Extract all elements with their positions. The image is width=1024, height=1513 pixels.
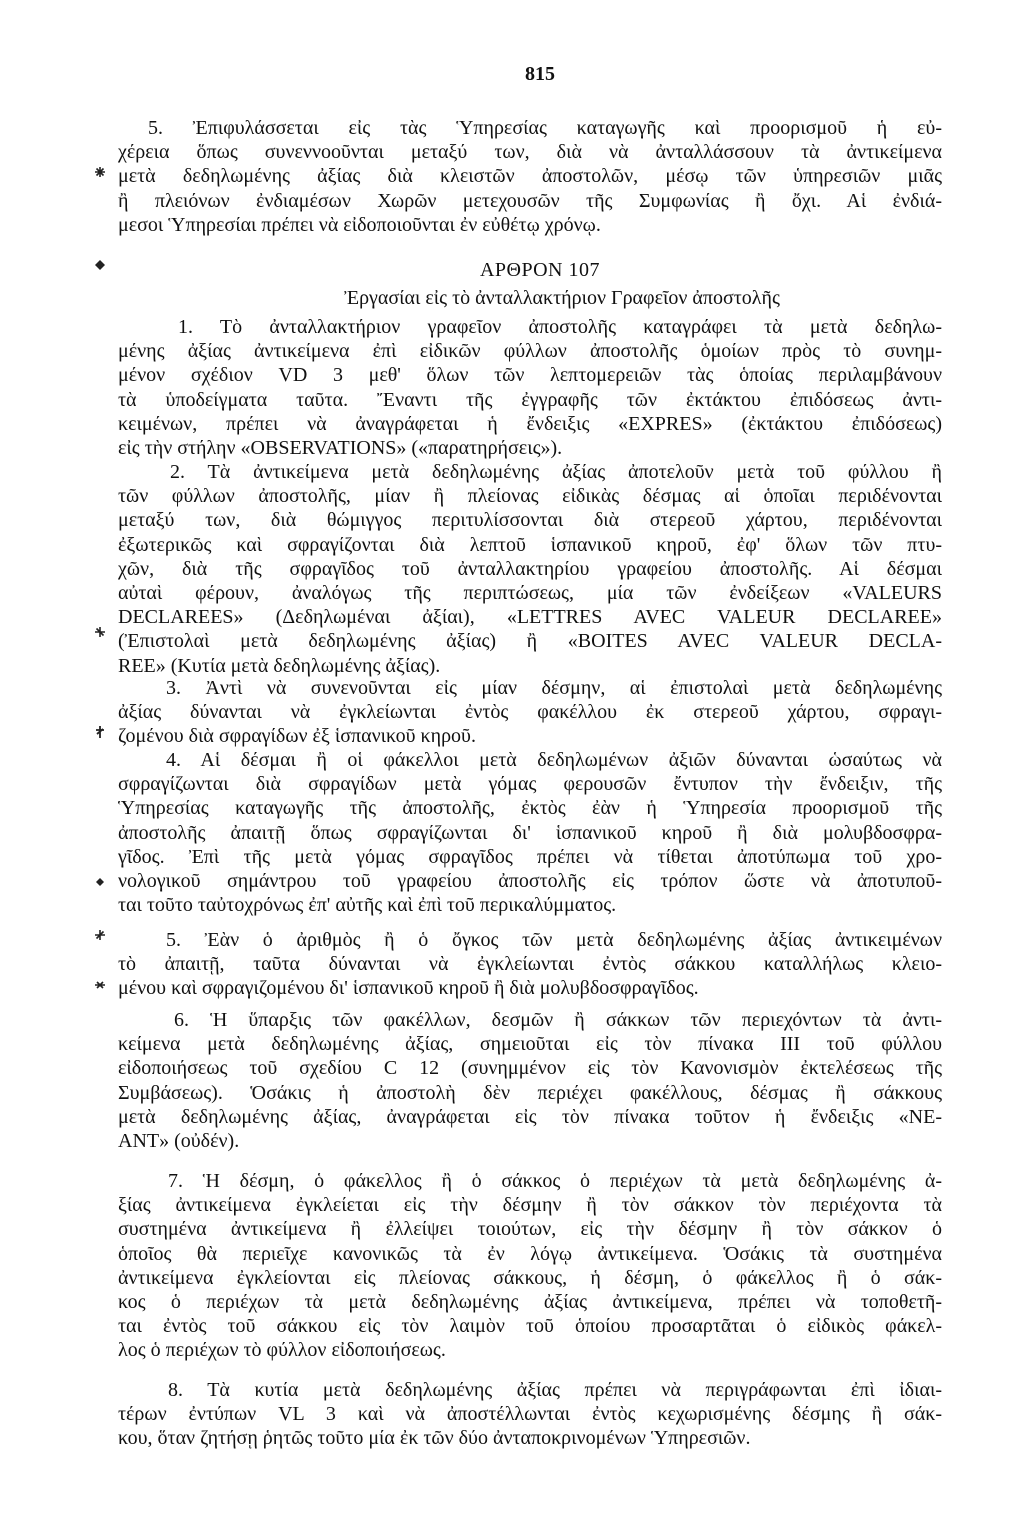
paragraph-1 bbox=[118, 315, 942, 460]
margin-mark-icon bbox=[94, 726, 106, 738]
article-heading: ΑΡΘΡΟΝ 107 bbox=[479, 259, 601, 281]
text-line: Ὑπηρεσίας καταγωγῆς τῆς ἀποστολῆς, ἐκτὸς ἐὰν ἡ Ὑπηρεσία προορισμοῦ τῆς bbox=[118, 797, 942, 820]
text-line: κου, ὅταν ζητήσῃ ῥητῶς τοῦτο μία ἐκ τῶν δύο ἀνταποκρινομένων Ὑπηρεσιῶν. bbox=[118, 1427, 751, 1450]
text-line: ἐξωτερικῶς καὶ σφραγίζονται διὰ λεπτοῦ ἱσπανικοῦ κηροῦ, ἐφ' ὅλων τῶν πτυ- bbox=[118, 533, 942, 556]
article-subtitle: Ἐργασίαι εἰς τὸ ἀνταλλακτήριον Γραφεῖον ἀποστολῆς bbox=[344, 287, 780, 309]
text-line: ζομένου διὰ σφραγίδων ἐξ ἱσπανικοῦ κηροῦ. bbox=[118, 725, 476, 748]
text-line: λος ὁ περιέχων τὸ φύλλον εἰδοποιήσεως. bbox=[118, 1339, 446, 1362]
paragraph-8 bbox=[118, 1378, 942, 1451]
text-line: ἢ πλειόνων ἐνδιαμέσων Χωρῶν μετεχουσῶν τῆς Συμφωνίας ἢ ὄχι. Αἱ ἐνδιά- bbox=[118, 189, 942, 212]
text-line: σφραγίζωνται διὰ σφραγίδων μετὰ γόμας φερουσῶν ἔντυπον τὴν ἔνδειξιν, τῆς bbox=[118, 773, 942, 796]
text-line: μετὰ δεδηλωμένης ἀξίας διὰ κλειστῶν ἀποστολῶν, μέσῳ τῶν ὑπηρεσιῶν μιᾶς bbox=[118, 165, 942, 188]
text-line: ται τοῦτο ταὐτοχρόνως ἐπ' αὐτῆς καὶ ἐπὶ τοῦ περικαλύμματος. bbox=[118, 894, 617, 917]
text-line: τέρων ἐντύπων VL 3 καὶ νὰ ἀποστέλλωνται ἐντὸς κεχωρισμένης δέσμης ἢ σάκ- bbox=[118, 1403, 942, 1426]
margin-mark-icon bbox=[94, 166, 106, 178]
text-line: μεσοι Ὑπηρεσίαι πρέπει νὰ εἰδοποιοῦνται ἐν εὐθέτῳ χρόνῳ. bbox=[118, 213, 601, 236]
text-line: REE» (Κυτία μετὰ δεδηλωμένης ἀξίας). bbox=[118, 654, 441, 677]
paragraph-4 bbox=[118, 748, 942, 917]
text-line: ξίας ἀντικείμενα ἐγκλείεται εἰς τὴν δέσμην ἢ τὸν σάκκον τὸν περιέχοντα τὰ bbox=[118, 1194, 942, 1217]
text-line: κείμενα μετὰ δεδηλωμένης ἀξίας, σημειοῦται εἰς τὸν πίνακα III τοῦ φύλλου bbox=[118, 1033, 942, 1056]
text-line: χῶν, διὰ τῆς σφραγῖδος τοῦ ἀνταλλακτηρίου γραφείου ἀποστολῆς. Αἱ δέσμαι bbox=[118, 557, 942, 580]
text-line: 8. Τὰ κυτία μετὰ δεδηλωμένης ἀξίας πρέπει νὰ περιγράφωνται ἐπὶ ἰδιαι- bbox=[168, 1379, 942, 1401]
text-line: μένου καὶ σφραγιζομένου δι' ἱσπανικοῦ κηροῦ ἢ διὰ μολυβδοσφραγῖδος. bbox=[118, 977, 699, 1000]
text-line: 1. Τὸ ἀνταλλακτήριον γραφεῖον ἀποστολῆς καταγράφει τὰ μετὰ δεδηλω- bbox=[178, 316, 942, 338]
paragraph-2 bbox=[118, 460, 942, 678]
margin-mark-icon bbox=[94, 626, 106, 638]
text-line: εἰς τὴν στήλην «OBSERVATIONS» («παρατηρήσεις»). bbox=[118, 436, 563, 459]
paragraph-6 bbox=[118, 1008, 942, 1153]
text-line: αὐταὶ φέρουν, ἀναλόγως τῆς περιπτώσεως, μία τῶν ἐνδείξεων «VALEURS bbox=[118, 581, 942, 604]
margin-mark-icon bbox=[94, 929, 106, 941]
text-line: μένης ἀξίας ἀντικείμενα ἐπὶ εἰδικῶν φύλλων ἀποστολῆς ὁμοίων πρὸς τὸ συνημ- bbox=[118, 340, 942, 363]
text-line: 2. Τὰ ἀντικείμενα μετὰ δεδηλωμένης ἀξίας ἀποτελοῦν μετὰ τοῦ φύλλου ἢ bbox=[170, 461, 942, 483]
text-line: (Ἐπιστολαὶ μετὰ δεδηλωμένης ἀξίας) ἢ «BOITES AVEC VALEUR DECLA- bbox=[118, 630, 942, 653]
text-line: ται ἐντὸς τοῦ σάκκου εἰς τὸν λαιμὸν τοῦ ὁποίου προσαρτᾶται ὁ εἰδικὸς φάκελ- bbox=[118, 1315, 942, 1338]
text-line: ἀντικείμενα ἐγκλείονται εἰς πλείονας σάκκους, ἡ δέσμη, ὁ φάκελλος ἢ ὁ σάκ- bbox=[118, 1266, 942, 1289]
text-line: χέρεια ὅπως συνεννοοῦνται μεταξύ των, διὰ νὰ ἀνταλλάσσουν τὰ ἀντικείμενα bbox=[118, 141, 942, 164]
text-line: νολογικοῦ σημάντρου τοῦ γραφείου ἀποστολῆς εἰς τρόπον ὥστε νὰ ἀποτυποῦ- bbox=[118, 869, 942, 892]
paragraph-3 bbox=[118, 676, 942, 749]
paragraph-5-continued bbox=[118, 116, 942, 237]
text-line: 5. Ἐὰν ὁ ἀριθμὸς ἢ ὁ ὄγκος τῶν μετὰ δεδηλωμένης ἀξίας ἀντικειμένων bbox=[166, 929, 942, 951]
paragraph-7 bbox=[118, 1169, 942, 1363]
text-line: συστημένα ἀντικείμενα ἢ ἐλλείψει τοιούτων, εἰς τὴν δέσμην ἢ τὸν σάκκον ὁ bbox=[118, 1218, 942, 1241]
text-line: τὸ ἀπαιτῇ, ταῦτα δύνανται νὰ ἐγκλείωνται ἐντὸς σάκκου καταλλήλως κλειο- bbox=[118, 953, 942, 976]
text-line: εἰδοποιήσεως τοῦ σχεδίου C 12 (συνημμένον εἰς τὸν Κανονισμὸν ἐκτελέσεως τῆς bbox=[118, 1057, 942, 1080]
text-line: ἀξίας δύνανται νὰ ἐγκλείωνται ἐντὸς φακέλλου ἐκ στερεοῦ χάρτου, σφραγι- bbox=[118, 701, 942, 724]
text-line: Συμβάσεως). Ὁσάκις ἡ ἀποστολὴ δὲν περιέχει φακέλλους, δέσμας ἢ σάκκους bbox=[118, 1081, 942, 1104]
text-line: ὁποῖος θὰ περιεῖχε κανονικῶς τὰ ἐν λόγῳ ἀντικείμενα. Ὁσάκις τὰ συστημένα bbox=[118, 1242, 942, 1265]
text-line: ANT» (οὐδέν). bbox=[118, 1129, 240, 1152]
margin-mark-icon bbox=[94, 876, 106, 888]
text-line: γῖδος. Ἐπὶ τῆς μετὰ γόμας σφραγῖδος πρέπει νὰ τίθεται ἀποτύπωμα τοῦ χρο- bbox=[118, 845, 942, 868]
text-line: 4. Αἱ δέσμαι ἢ οἱ φάκελλοι μετὰ δεδηλωμένων ἀξιῶν δύνανται ὡσαύτως νὰ bbox=[166, 749, 942, 771]
text-line: μετὰ δεδηλωμένης ἀξίας, ἀναγράφεται εἰς τὸν πίνακα τοῦτον ἡ ἔνδειξις «NE- bbox=[118, 1105, 942, 1128]
text-line: DECLAREES» (Δεδηλωμέναι ἀξίαι), «LETTRES AVEC VALEUR DECLAREE» bbox=[118, 606, 942, 629]
margin-mark-icon bbox=[94, 259, 106, 271]
text-line: μένον σχέδιον VD 3 μεθ' ὅλων τῶν λεπτομερειῶν τὰς ὁποίας περιλαμβάνουν bbox=[118, 364, 942, 387]
text-line: 5. Ἐπιφυλάσσεται εἰς τὰς Ὑπηρεσίας καταγωγῆς καὶ προορισμοῦ ἡ εὐ- bbox=[148, 117, 942, 139]
text-line: 3. Ἀντὶ νὰ συνενοῦνται εἰς μίαν δέσμην, αἱ ἐπιστολαὶ μετὰ δεδηλωμένης bbox=[166, 677, 942, 699]
text-line: ἀποστολῆς ἀπαιτῇ ὅπως σφραγίζωνται δι' ἱσπανικοῦ κηροῦ ἢ διὰ μολυβδοσφρα- bbox=[118, 821, 942, 844]
text-line: κειμένων, πρέπει νὰ ἀναγράφεται ἡ ἔνδειξις «EXPRES» (ἐκτάκτου ἐπιδόσεως) bbox=[118, 412, 942, 435]
text-line: κος ὁ περιέχων τὰ μετὰ δεδηλωμένης ἀξίας ἀντικείμενα, πρέπει νὰ τοποθετῆ- bbox=[118, 1290, 942, 1313]
text-line: 6. Ἡ ὕπαρξις τῶν φακέλλων, δεσμῶν ἢ σάκκων τῶν περιεχόντων τὰ ἀντι- bbox=[174, 1009, 942, 1031]
margin-mark-icon bbox=[94, 979, 106, 991]
page-number: 815 bbox=[525, 63, 555, 85]
text-line: τὰ ὑποδείγματα ταῦτα. Ἔναντι τῆς ἐγγραφῆς τῶν ἐκτάκτου ἐπιδόσεως ἀντι- bbox=[118, 388, 942, 411]
text-line: μεταξύ των, διὰ θώμιγγος περιτυλίσσονται διὰ στερεοῦ χάρτου, περιδένονται bbox=[118, 509, 942, 532]
paragraph-5 bbox=[118, 928, 942, 1001]
text-line: τῶν φύλλων ἀποστολῆς, μίαν ἢ πλείονας εἰδικὰς δέσμας αἱ ὁποῖαι περιδένονται bbox=[118, 485, 942, 508]
text-line: 7. Ἡ δέσμη, ὁ φάκελλος ἢ ὁ σάκκος ὁ περιέχων τὰ μετὰ δεδηλωμένης ἀ- bbox=[168, 1170, 942, 1192]
